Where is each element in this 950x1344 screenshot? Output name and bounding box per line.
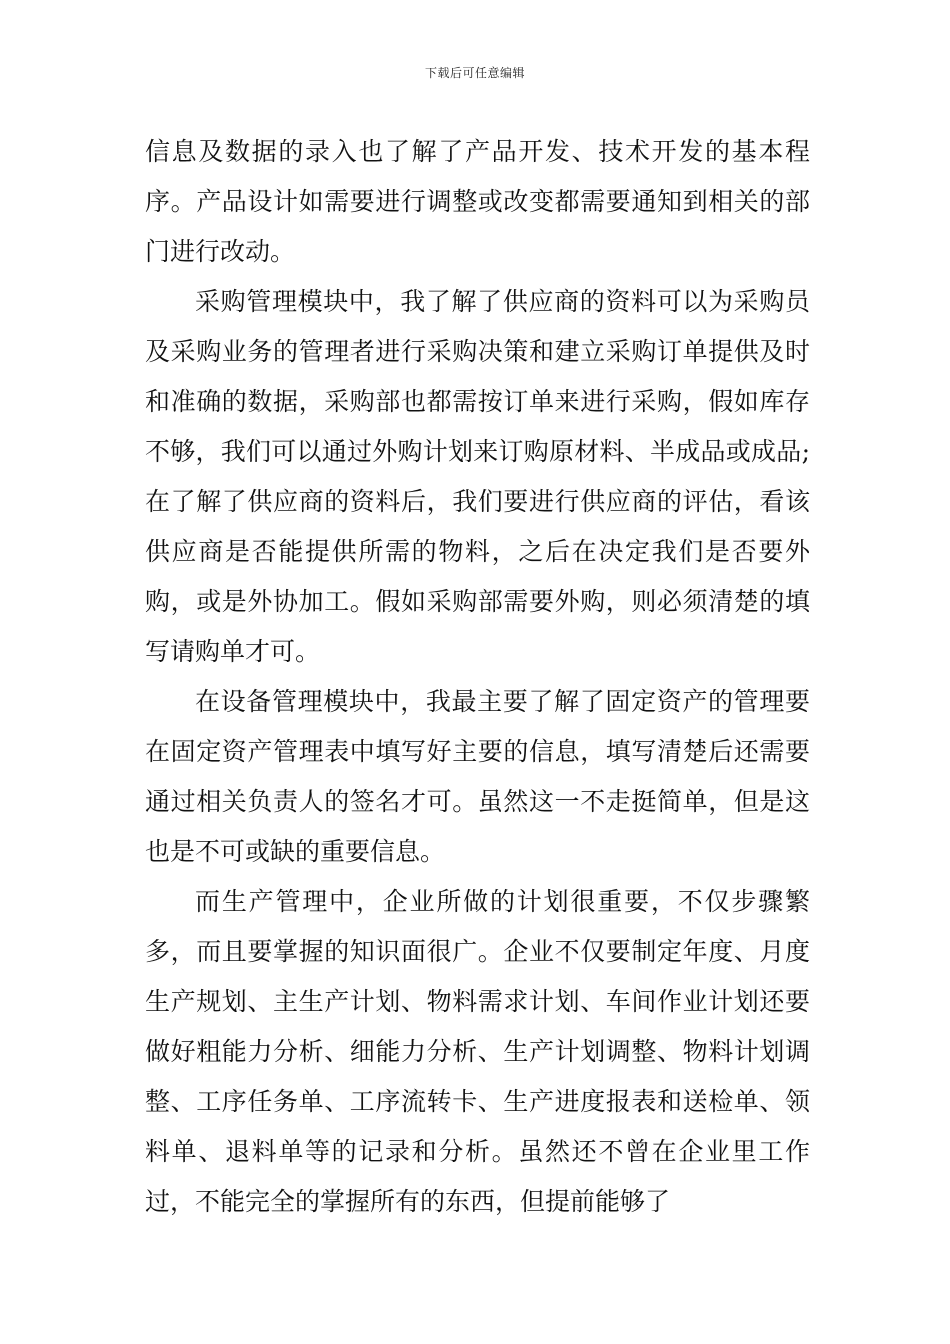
paragraph-equipment: 在设备管理模块中，我最主要了解了固定资产的管理要在固定资产管理表中填写好主要的信息，填写清楚后还需要通过相关负责人的签名才可。虽然这一不走挺简单，但是这也是不可或缺的重要信息。 — [145, 687, 810, 866]
document-body — [145, 127, 810, 1227]
paragraph-continuation: 信息及数据的录入也了解了产品开发、技术开发的基本程序。产品设计如需要进行调整或改变都需要通知到相关的部门进行改动。 — [145, 137, 810, 266]
paragraph-procurement: 采购管理模块中，我了解了供应商的资料可以为采购员及采购业务的管理者进行采购决策和建立采购订单提供及时和准确的数据，采购部也都需按订单来进行采购，假如库存不够，我们可以通过外购计划来订购原材料、半成品或成品;在了解了供应商的资料后，我们要进行供应商的评估，看该供应商是否能提供所需的物料，之后在决定我们是否要外购，或是外协加工。假如采购部需要外购，则必须清楚的填写请购单才可。 — [145, 287, 810, 666]
page-header: 下载后可任意编辑 — [424, 66, 525, 80]
paragraph-production: 而生产管理中，企业所做的计划很重要，不仅步骤繁多，而且要掌握的知识面很广。企业不仅要制定年度、月度生产规划、主生产计划、物料需求计划、车间作业计划还要做好粗能力分析、细能力分析、生产计划调整、物料计划调整、工序任务单、工序流转卡、生产进度报表和送检单、领料单、退料单等的记录和分析。虽然还不曾在企业里工作过，不能完全的掌握所有的东西，但提前能够了 — [145, 887, 810, 1216]
